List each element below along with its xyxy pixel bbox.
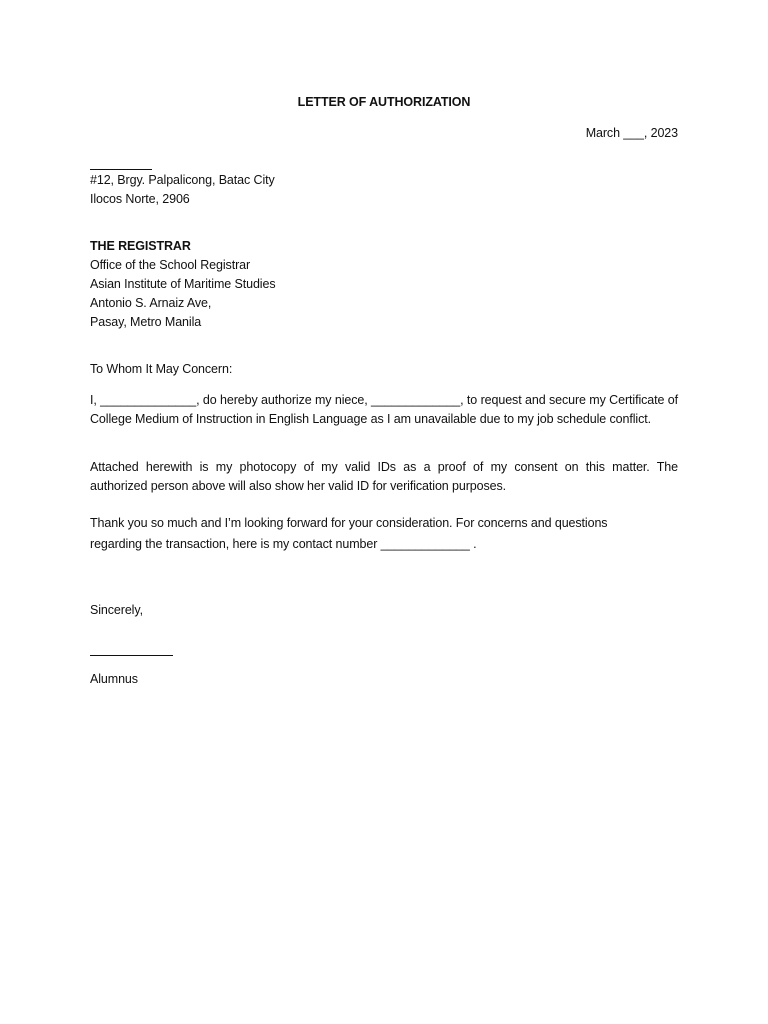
letter-title: LETTER OF AUTHORIZATION	[297, 95, 471, 109]
sender-address-line-2: Ilocos Norte, 2906	[90, 192, 190, 206]
body-paragraph-1-line-2: College Medium of Instruction in English Language as I am unavailable due to my job schedule conflict.	[90, 412, 651, 426]
body-paragraph-3	[90, 514, 678, 554]
signature-line	[90, 655, 173, 656]
recipient-line-3: Antonio S. Arnaiz Ave,	[90, 296, 212, 310]
closing: Sincerely,	[90, 603, 143, 617]
body-paragraph-1	[90, 391, 678, 429]
letter-date: March ___, 2023	[585, 126, 678, 140]
salutation: To Whom It May Concern:	[90, 362, 233, 376]
sender-address-line-1: #12, Brgy. Palpalicong, Batac City	[90, 173, 275, 187]
recipient-title: THE REGISTRAR	[90, 239, 191, 253]
recipient-line-2: Asian Institute of Maritime Studies	[90, 277, 276, 291]
body-paragraph-2-line-1: Attached herewith is my photocopy of my valid IDs as a proof of my consent on this matter. The	[90, 460, 678, 474]
recipient-line-4: Pasay, Metro Manila	[90, 315, 202, 329]
sender-name-blank	[90, 169, 152, 170]
body-paragraph-1-line-1: I, ______________, do hereby authorize my niece, _____________, to request and secure my Certificate of	[90, 393, 678, 407]
signature-title: Alumnus	[90, 672, 138, 686]
body-paragraph-3-line-1: Thank you so much and I’m looking forward for your consideration. For concerns and questions	[90, 516, 608, 530]
recipient-line-1: Office of the School Registrar	[90, 258, 251, 272]
body-paragraph-2	[90, 458, 678, 496]
body-paragraph-2-line-2: authorized person above will also show her valid ID for verification purposes.	[90, 479, 507, 493]
body-paragraph-3-line-2: regarding the transaction, here is my contact number _____________ .	[90, 537, 477, 551]
